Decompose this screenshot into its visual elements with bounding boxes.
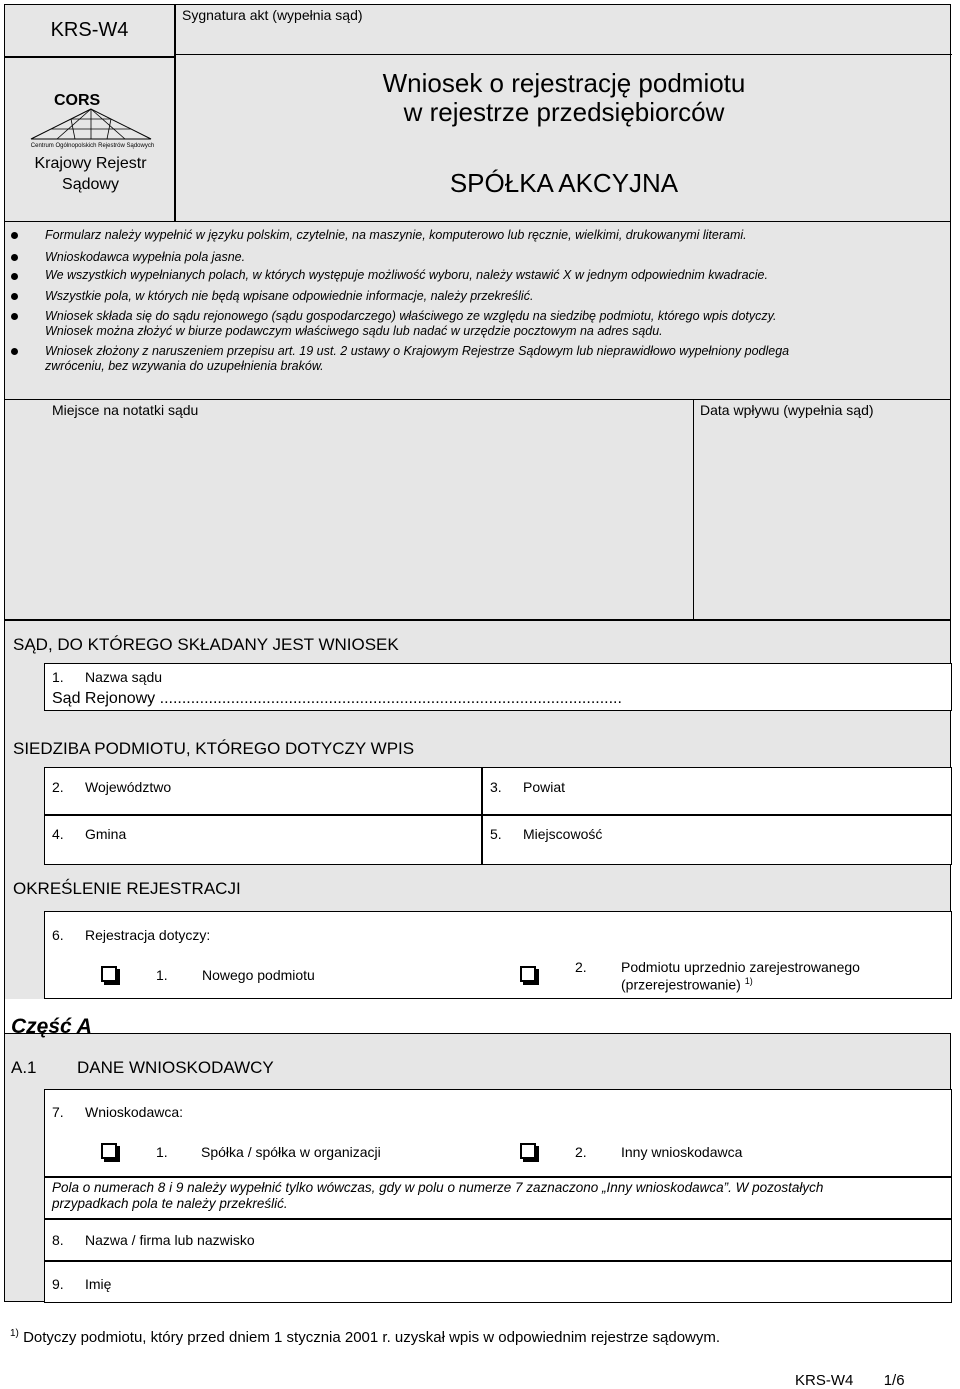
field-2-num: 2. xyxy=(52,779,64,795)
other-applicant-label: Inny wnioskodawca xyxy=(621,1144,743,1160)
logo-subtitle: Centrum Ogólnopolskich Rejestrów Sądowych xyxy=(30,143,155,149)
part-a-title: Część A xyxy=(11,1015,92,1038)
form-title-line1: Wniosek o rejestrację podmiotu xyxy=(382,68,746,98)
option-1-num: 1. xyxy=(156,967,168,983)
section-a1-num: A.1 xyxy=(11,1058,37,1077)
field-7-num: 7. xyxy=(52,1104,64,1120)
bullet-icon xyxy=(11,232,18,239)
company-applicant-label: Spółka / spółka w organizacji xyxy=(201,1144,381,1160)
footnote-marker: 1) xyxy=(10,1328,19,1339)
other-applicant-checkbox[interactable] xyxy=(520,1143,536,1159)
field-1-label: Nazwa sądu xyxy=(85,669,163,685)
applicant-option-1-num: 1. xyxy=(156,1144,168,1160)
field-9-num: 9. xyxy=(52,1276,64,1292)
county-field[interactable] xyxy=(482,767,952,815)
re-registration-label-line2 xyxy=(621,976,753,993)
registration-section-heading: OKREŚLENIE REJESTRACJI xyxy=(13,879,241,898)
footnote-ref: 1) xyxy=(744,976,753,986)
form-title-line2: w rejestrze przedsiębiorców xyxy=(403,97,725,127)
re-registration-checkbox[interactable] xyxy=(520,966,536,982)
company-applicant-checkbox[interactable] xyxy=(101,1143,117,1159)
name-field[interactable] xyxy=(44,1219,952,1261)
form-body xyxy=(4,620,951,1302)
locality-field[interactable] xyxy=(482,815,952,865)
part-a-divider xyxy=(5,1033,951,1034)
logo-name-line1: Krajowy Rejestr xyxy=(34,155,147,172)
received-date-label: Data wpływu (wypełnia sąd) xyxy=(700,402,874,418)
court-notes-box xyxy=(5,400,693,620)
instruction-3: We wszystkich wypełnianych polach, w których występuje możliwość wyboru, należy wstawić X w jednym odpowiednim kwadracie. xyxy=(45,268,768,282)
header-divider xyxy=(176,54,952,55)
court-section-heading: SĄD, DO KTÓREGO SKŁADANY JEST WNIOSEK xyxy=(13,635,399,654)
field-6-label: Rejestracja dotyczy: xyxy=(85,927,211,943)
instruction-7: Wniosek złożony z naruszeniem przepisu art. 19 ust. 2 ustawy o Krajowym Rejestrze Sądowym lub nieprawidłowo wypełniony podlega xyxy=(45,344,790,358)
applicant-field xyxy=(44,1089,952,1177)
entity-type-title: SPÓŁKA AKCYJNA xyxy=(449,168,679,198)
instruction-6: Wniosek można złożyć w biurze podawczym właściwego sądu lub nadać w urzędzie pocztowym na adres sądu. xyxy=(45,324,663,338)
form-code: KRS-W4 xyxy=(50,19,129,41)
footer-form-code: KRS-W4 xyxy=(795,1372,854,1389)
instruction-2: Wnioskodawca wypełnia pola jasne. xyxy=(45,250,246,264)
logo-name-line2: Sądowy xyxy=(62,176,119,193)
bullet-icon xyxy=(11,348,18,355)
new-entity-label: Nowego podmiotu xyxy=(202,967,315,983)
first-name-field[interactable] xyxy=(44,1261,952,1303)
received-date-box xyxy=(693,400,952,620)
field-3-num: 3. xyxy=(490,779,502,795)
field-6-num: 6. xyxy=(52,927,64,943)
field-5-label: Miejscowość xyxy=(523,826,603,842)
note-line-2: przypadkach pola te należy przekreślić. xyxy=(52,1196,288,1211)
registration-type-field xyxy=(44,911,952,999)
page-number: 1/6 xyxy=(883,1372,905,1389)
section-a1-title: DANE WNIOSKODAWCY xyxy=(77,1058,274,1077)
logo-roof-icon xyxy=(27,107,155,143)
field-8-num: 8. xyxy=(52,1232,64,1248)
seat-section-heading: SIEDZIBA PODMIOTU, KTÓREGO DOTYCZY WPIS xyxy=(13,739,415,758)
field-9-label: Imię xyxy=(85,1276,112,1292)
field-4-label: Gmina xyxy=(85,826,127,842)
form-code-box xyxy=(4,4,175,57)
voivodeship-field[interactable] xyxy=(44,767,482,815)
footnote xyxy=(10,1328,720,1346)
re-registration-label: Podmiotu uprzednio zarejestrowanego xyxy=(621,959,860,975)
field-8-label: Nazwa / firma lub nazwisko xyxy=(85,1232,255,1248)
instruction-8: zwróceniu, bez wzywania do uzupełnienia braków. xyxy=(45,359,324,373)
instruction-4: Wszystkie pola, w których nie będą wpisane odpowiednie informacje, należy przekreślić. xyxy=(45,289,534,303)
bullet-icon xyxy=(11,273,18,280)
field-1-num: 1. xyxy=(52,669,64,685)
logo-abbr: CORS xyxy=(54,92,101,109)
field-5-num: 5. xyxy=(490,826,502,842)
note-line-1: Pola o numerach 8 i 9 należy wypełnić tylko wówczas, gdy w polu o numerze 7 zaznaczono „Inny wnioskodawca”. W pozostałych xyxy=(52,1180,824,1195)
field-4-num: 4. xyxy=(52,826,64,842)
instruction-1: Formularz należy wypełnić w języku polskim, czytelnie, na maszynie, komputerowo lub ręcznie, wielkimi, drukowanymi literami. xyxy=(45,228,747,242)
bullet-icon xyxy=(11,254,18,261)
field-7-label: Wnioskodawca: xyxy=(85,1104,184,1120)
instructions-panel xyxy=(4,222,951,400)
new-entity-checkbox[interactable] xyxy=(101,966,117,982)
field-2-label: Województwo xyxy=(85,779,172,795)
case-signature-label: Sygnatura akt (wypełnia sąd) xyxy=(182,7,363,23)
part-a-title-band xyxy=(5,999,951,1038)
instruction-5: Wniosek składa się do sądu rejonowego (sądu gospodarczego) właściwego ze względu na siedzibę podmiotu, którego wpis dotyczy. xyxy=(45,309,777,323)
fields-8-9-note xyxy=(44,1177,952,1219)
court-notes-area xyxy=(4,400,951,620)
option-2-num: 2. xyxy=(575,959,587,975)
court-notes-label: Miejsce na notatki sądu xyxy=(52,402,199,418)
page-footer xyxy=(795,1372,905,1389)
form-header xyxy=(175,4,951,222)
court-name-field[interactable] xyxy=(44,663,952,711)
bullet-icon xyxy=(11,293,18,300)
court-name-value: Sąd Rejonowy ........................................................................................................ xyxy=(52,690,622,707)
re-registration-label-text: (przerejestrowanie) xyxy=(621,976,741,993)
footnote-text: Dotyczy podmiotu, który przed dniem 1 stycznia 2001 r. uzyskał wpis w odpowiednim rejestrze sądowym. xyxy=(23,1329,721,1346)
field-3-label: Powiat xyxy=(523,779,566,795)
krs-logo-box xyxy=(4,57,175,222)
applicant-option-2-num: 2. xyxy=(575,1144,587,1160)
bullet-icon xyxy=(11,313,18,320)
municipality-field[interactable] xyxy=(44,815,482,865)
